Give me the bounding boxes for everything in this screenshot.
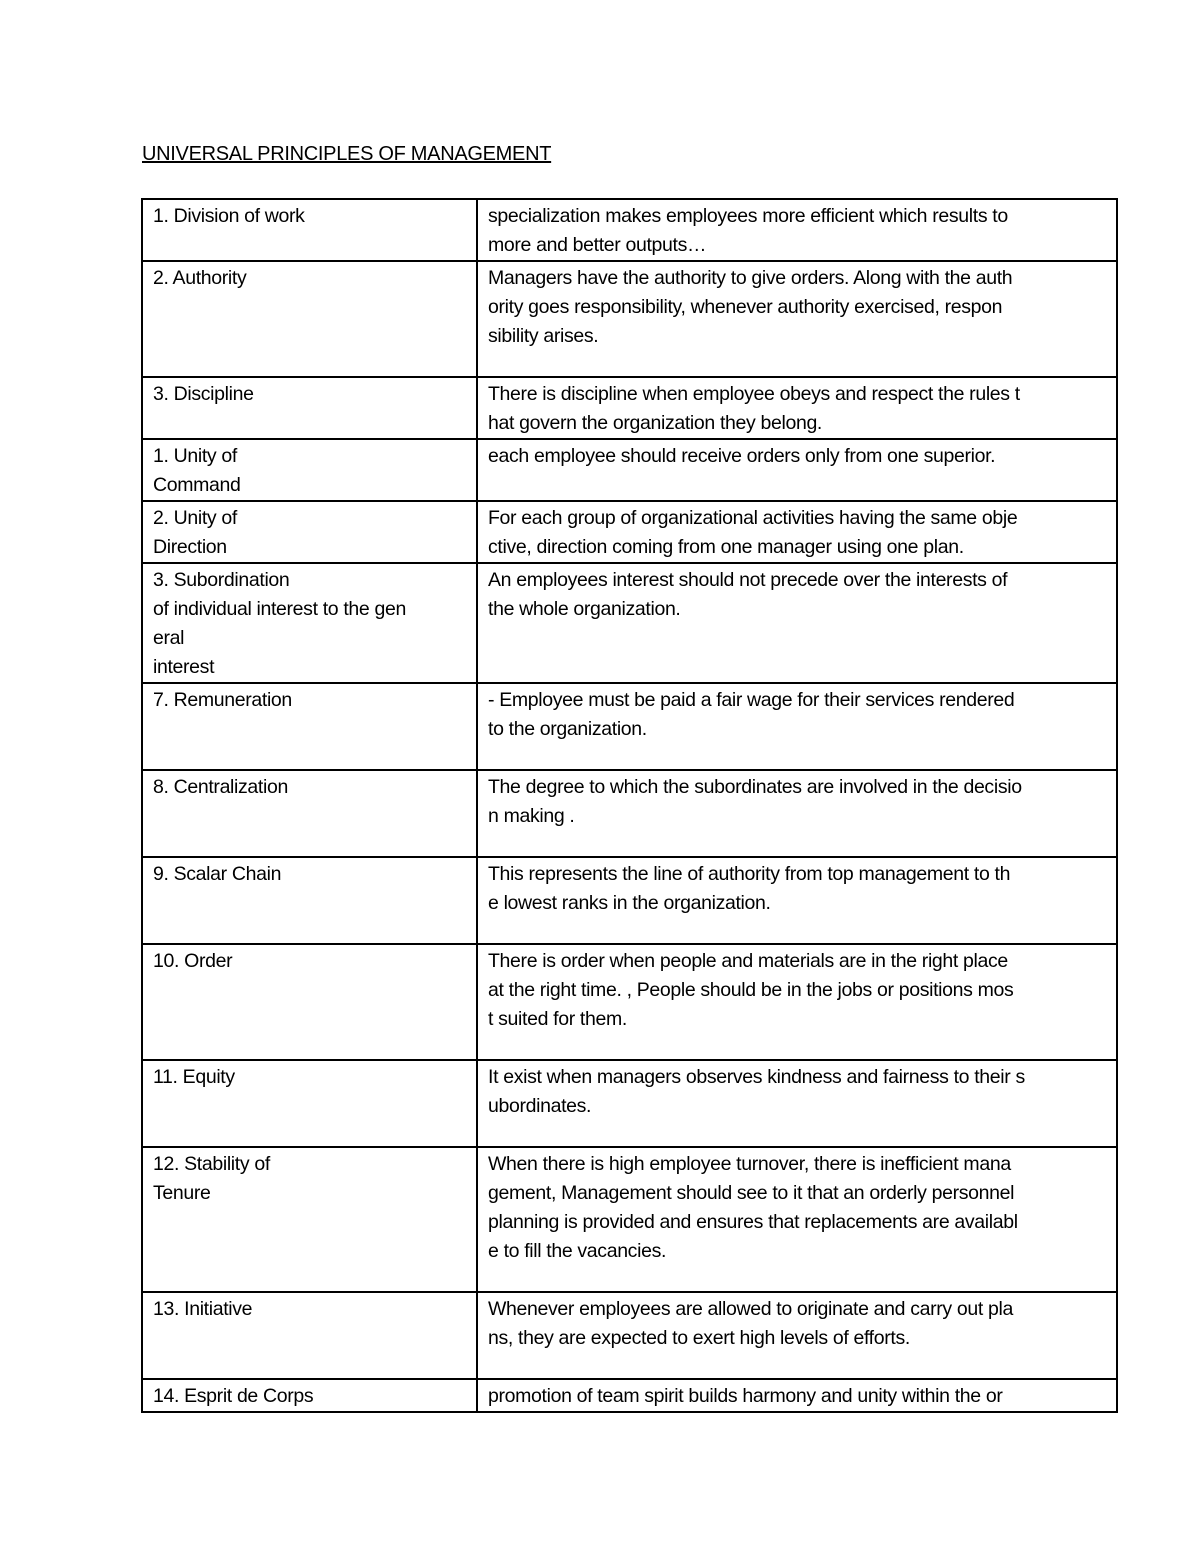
principle-description: There is discipline when employee obeys and respect the rules t hat govern the organization they belong.	[477, 377, 1117, 439]
principles-table	[141, 198, 1118, 1413]
principle-name: 14. Esprit de Corps	[142, 1379, 477, 1412]
principle-name: 1. Division of work	[142, 199, 477, 261]
principle-name: 2. Unity of Direction	[142, 501, 477, 563]
table-row	[142, 1379, 1117, 1412]
principle-description: This represents the line of authority from top management to th e lowest ranks in the organization.	[477, 857, 1117, 944]
table-row	[142, 770, 1117, 857]
table-row	[142, 1147, 1117, 1292]
table-row	[142, 1292, 1117, 1379]
principle-name: 7. Remuneration	[142, 683, 477, 770]
table-row	[142, 563, 1117, 683]
principle-description: The degree to which the subordinates are involved in the decisio n making .	[477, 770, 1117, 857]
principle-description: When there is high employee turnover, there is inefficient mana gement, Management should see to it that an orderly personnel planning is provided and ensures that replacements are availabl e to fill the vacancies.	[477, 1147, 1117, 1292]
table-row	[142, 199, 1117, 261]
table-row	[142, 377, 1117, 439]
table-row	[142, 944, 1117, 1060]
principle-description: An employees interest should not precede over the interests of the whole organization.	[477, 563, 1117, 683]
principle-description: each employee should receive orders only from one superior.	[477, 439, 1117, 501]
table-row	[142, 857, 1117, 944]
table-row	[142, 683, 1117, 770]
principle-name: 1. Unity of Command	[142, 439, 477, 501]
principle-description: - Employee must be paid a fair wage for their services rendered to the organization.	[477, 683, 1117, 770]
principle-name: 9. Scalar Chain	[142, 857, 477, 944]
principle-name: 8. Centralization	[142, 770, 477, 857]
principle-name: 12. Stability of Tenure	[142, 1147, 477, 1292]
table-row	[142, 1060, 1117, 1147]
principle-name: 10. Order	[142, 944, 477, 1060]
principle-description: Whenever employees are allowed to originate and carry out pla ns, they are expected to exert high levels of efforts.	[477, 1292, 1117, 1379]
principle-description: promotion of team spirit builds harmony and unity within the or	[477, 1379, 1117, 1412]
principle-description: There is order when people and materials are in the right place at the right time. , People should be in the jobs or positions mos t suited for them.	[477, 944, 1117, 1060]
principle-name: 13. Initiative	[142, 1292, 477, 1379]
principle-description: specialization makes employees more efficient which results to more and better outputs…	[477, 199, 1117, 261]
principle-name: 2. Authority	[142, 261, 477, 377]
principle-description: It exist when managers observes kindness and fairness to their s ubordinates.	[477, 1060, 1117, 1147]
principle-name: 11. Equity	[142, 1060, 477, 1147]
principle-name: 3. Subordination of individual interest to the gen eral interest	[142, 563, 477, 683]
table-row	[142, 501, 1117, 563]
principle-name: 3. Discipline	[142, 377, 477, 439]
document-title: UNIVERSAL PRINCIPLES OF MANAGEMENT	[142, 143, 552, 165]
table-row	[142, 439, 1117, 501]
table-row	[142, 261, 1117, 377]
principle-description: For each group of organizational activities having the same obje ctive, direction coming from one manager using one plan.	[477, 501, 1117, 563]
principle-description: Managers have the authority to give orders. Along with the auth ority goes responsibility, whenever authority exercised, respon sibility arises.	[477, 261, 1117, 377]
